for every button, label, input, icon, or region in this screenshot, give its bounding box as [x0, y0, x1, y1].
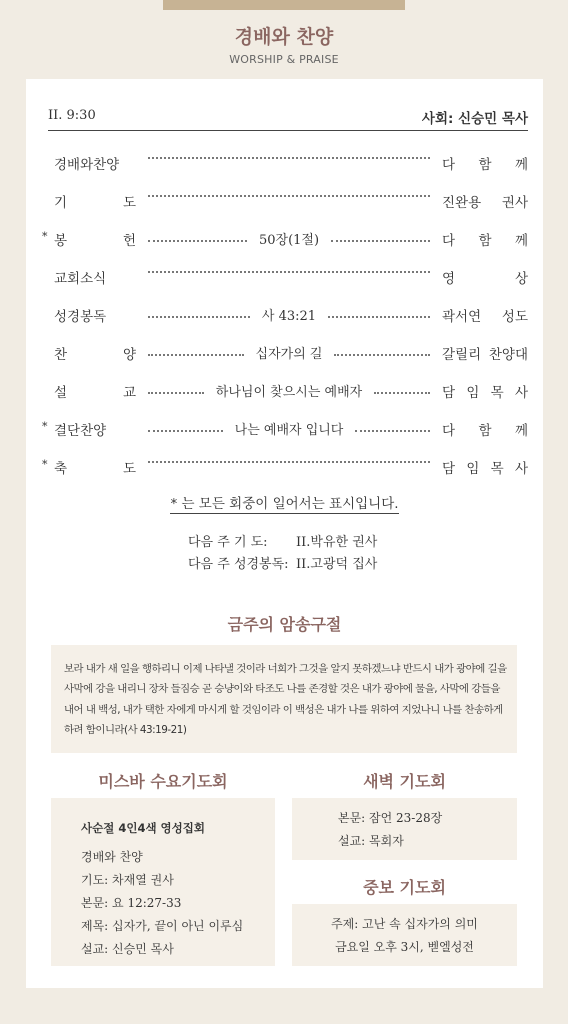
- service-item-person: 진완용 권사: [442, 195, 528, 211]
- service-item-label: 찬 양: [54, 347, 136, 363]
- wednesday-line: 기도: 차재열 권사: [81, 873, 174, 887]
- service-row: [26, 303, 543, 327]
- service-item-person: 다 함 께: [442, 423, 528, 439]
- intercession-line: 주제: 고난 속 십자가의 의미: [331, 917, 478, 931]
- dawn-line: 설교: 목회자: [338, 834, 404, 848]
- service-item-label: 기 도: [54, 195, 136, 211]
- next-week-prayer: 다음 주 기 도: II.박유한 권사: [188, 535, 378, 550]
- service-time: II. 9:30: [48, 108, 96, 123]
- service-row: [26, 455, 543, 479]
- verse-title: 금주의 암송구절: [227, 615, 342, 634]
- service-leader: 사회: 신승민 목사: [421, 111, 528, 127]
- leader-dots: [148, 343, 430, 362]
- verse-box: [51, 645, 517, 753]
- verse-text: 보라 내가 새 일을 행하리니 이제 나타낼 것이라 너희가 그것을 알지 못하겠느냐 반드시 내가 광야에 길을 사막에 강을 내리니 장차 들짐승 곧 승냥이와 타조도 나를 존경할 것은 내가 광야에 물을, 사막에 강들을 내어 내 백성, 내가 택한 자에게 마시게 할 것임이라 이 백성은 내가 나를 위하여 지었나니 나를 찬송하게 하려 함이니라(사 43:19-21): [64, 663, 507, 736]
- stand-mark: *: [42, 230, 48, 243]
- next-week-reading: 다음 주 성경봉독: II.고광덕 집사: [188, 557, 378, 572]
- leader-dots: [148, 229, 430, 248]
- service-item-person: 다 함 께: [442, 157, 528, 173]
- bulletin-card: [26, 79, 543, 988]
- dawn-box: [292, 798, 517, 860]
- service-row: [26, 341, 543, 365]
- leader-dots: [148, 305, 430, 324]
- wednesday-heading: 사순절 4인4색 영성집회: [81, 821, 205, 835]
- service-item-detail: 사 43:21: [261, 309, 317, 324]
- service-item-person: 담 임 목 사: [442, 461, 528, 477]
- service-item-person: 곽서연 성도: [442, 309, 528, 325]
- service-row: [26, 379, 543, 403]
- leader-dots: [148, 457, 430, 463]
- wednesday-line: 경배와 찬양: [81, 850, 143, 864]
- service-item-label: 봉 헌: [54, 233, 136, 249]
- top-accent-bar: [163, 0, 405, 10]
- service-row: [26, 227, 543, 251]
- service-row: [26, 265, 543, 289]
- leader-dots: [148, 419, 430, 438]
- service-item-label: 설 교: [54, 385, 136, 401]
- service-item-label: 교회소식: [54, 271, 107, 287]
- wednesday-line: 제목: 십자가, 끝이 아닌 이루심: [81, 919, 244, 933]
- service-item-detail: 십자가의 길: [255, 347, 323, 362]
- wednesday-title: 미스바 수요기도회: [98, 772, 228, 791]
- intercession-box: [292, 904, 517, 966]
- service-item-detail: 하나님이 찾으시는 예배자: [215, 385, 363, 400]
- service-item-label: 축 도: [54, 461, 136, 477]
- service-item-detail: 나는 예배자 입니다: [234, 423, 344, 438]
- stand-mark: *: [42, 420, 48, 433]
- service-row: [26, 189, 543, 213]
- service-item-label: 결단찬양: [54, 423, 107, 439]
- service-item-detail: 50장(1절): [258, 233, 320, 248]
- stand-mark: *: [42, 458, 48, 471]
- service-item-person: 갈릴리 찬양대: [442, 347, 528, 363]
- intercession-title: 중보 기도회: [363, 878, 446, 897]
- leader-dots: [148, 381, 430, 400]
- service-row: [26, 151, 543, 175]
- page-subtitle: WORSHIP & PRAISE: [229, 53, 339, 66]
- service-header: [48, 106, 528, 131]
- intercession-line: 금요일 오후 3시, 벧엘성전: [335, 940, 474, 954]
- wednesday-box: [51, 798, 275, 966]
- service-item-person: 다 함 께: [442, 233, 528, 249]
- wednesday-line: 설교: 신승민 목사: [81, 942, 174, 956]
- service-item-label: 성경봉독: [54, 309, 107, 325]
- leader-dots: [148, 267, 430, 273]
- wednesday-line: 본문: 요 12:27-33: [81, 896, 182, 910]
- page-title: 경배와 찬양: [234, 26, 334, 48]
- standing-note: * 는 모든 회중이 일어서는 표시입니다.: [170, 496, 399, 512]
- service-item-label: 경배와찬양: [54, 157, 120, 173]
- dawn-title: 새벽 기도회: [363, 772, 446, 791]
- dawn-line: 본문: 잠언 23-28장: [338, 811, 443, 825]
- leader-dots: [148, 153, 430, 159]
- service-item-person: 담 임 목 사: [442, 385, 528, 401]
- leader-dots: [148, 191, 430, 197]
- service-row: [26, 417, 543, 441]
- service-item-person: 영 상: [442, 271, 528, 287]
